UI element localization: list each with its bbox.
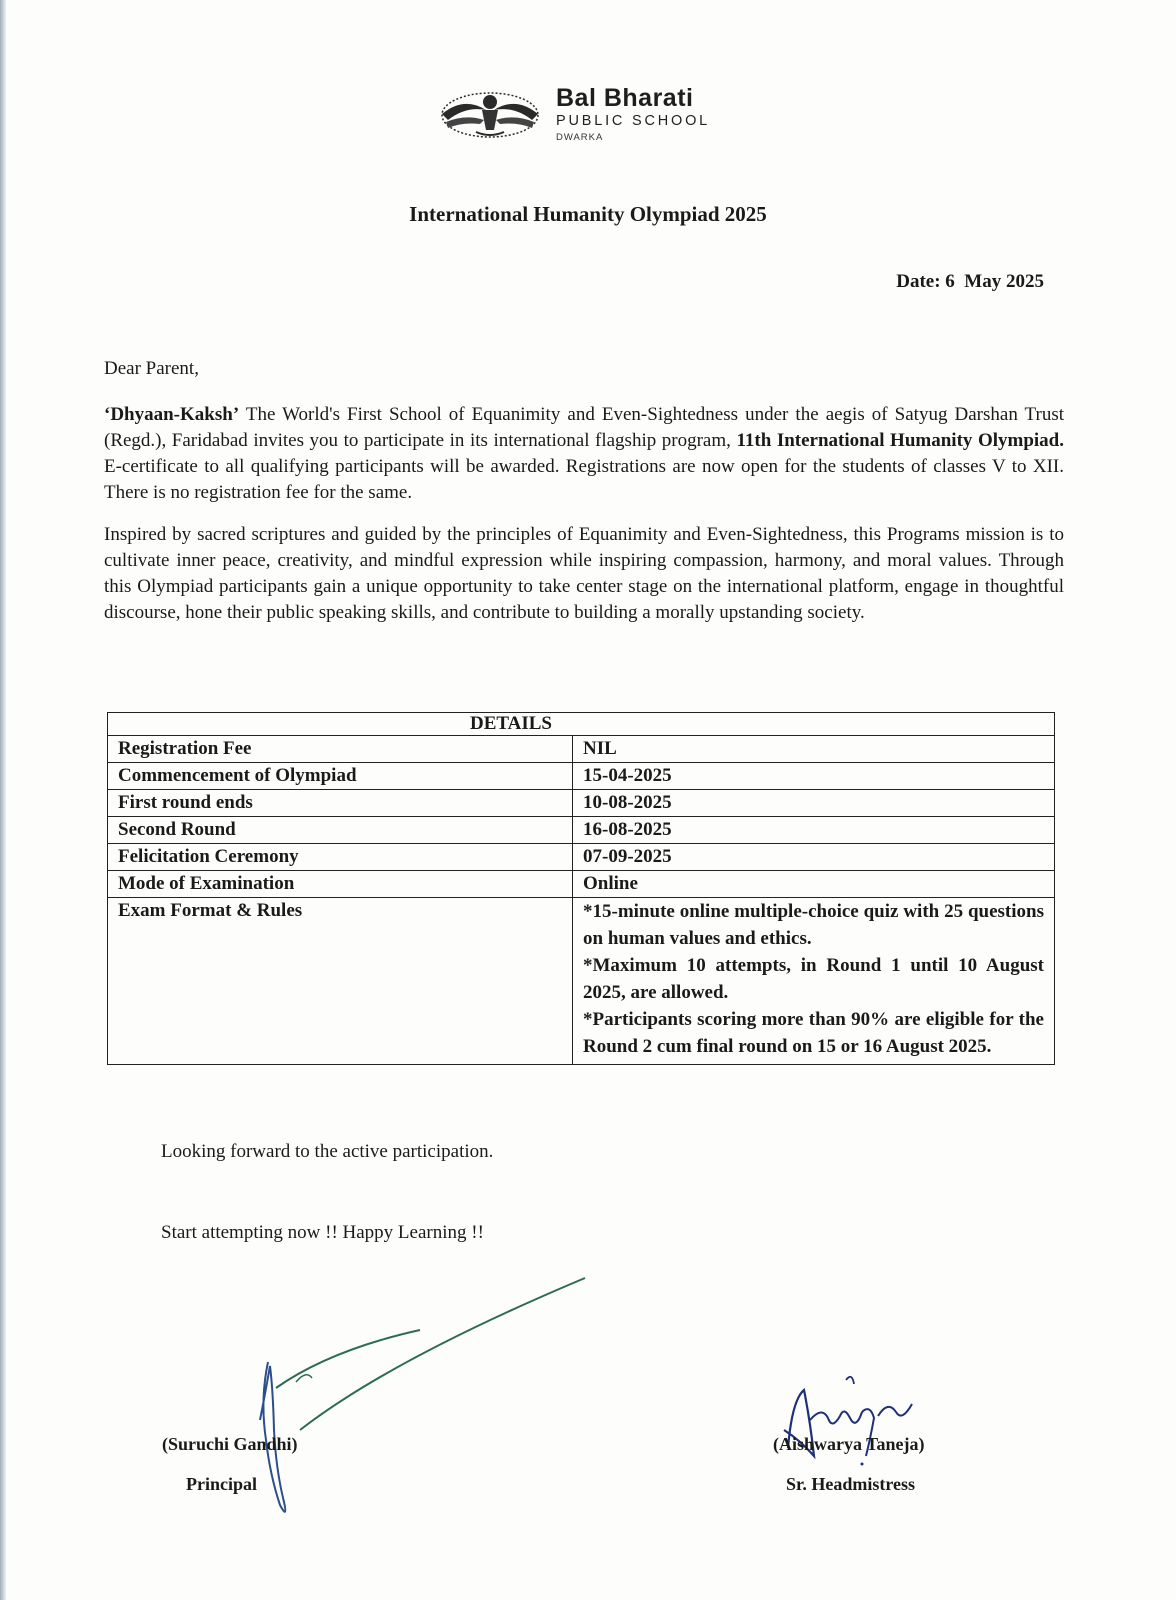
principal-name: (Suruchi Gandhi) <box>162 1434 298 1454</box>
row-value: NIL <box>573 736 1055 763</box>
row-label: Felicitation Ceremony <box>108 844 573 871</box>
principal-title: Principal <box>186 1474 257 1494</box>
intro-paragraph <box>104 402 1064 506</box>
table-row <box>108 871 1055 898</box>
school-name: Bal Bharati <box>556 84 694 112</box>
details-header-row <box>108 713 1055 736</box>
rule-item: *Participants scoring more than 90% are eligible for the Round 2 cum final round on 15 or 16 August 2025. <box>583 1009 1044 1057</box>
row-label: Second Round <box>108 817 573 844</box>
row-label: Commencement of Olympiad <box>108 763 573 790</box>
table-row <box>108 763 1055 790</box>
intro-text-2: E-certificate to all qualifying participants will be awarded. Registrations are now open for the students of classes V to XII. There is no registration fee for the same. <box>104 456 1064 503</box>
table-row <box>108 844 1055 871</box>
row-value: 07-09-2025 <box>573 844 1055 871</box>
school-subtitle: PUBLIC SCHOOL <box>556 113 711 129</box>
headmistress-title: Sr. Headmistress <box>786 1474 916 1494</box>
rule-item: *15-minute online multiple-choice quiz with 25 questions on human values and ethics. <box>583 901 1044 949</box>
row-label: Registration Fee <box>108 736 573 763</box>
school-letterhead <box>436 80 756 150</box>
row-value: 10-08-2025 <box>573 790 1055 817</box>
details-heading-text: DETAILS <box>469 713 552 734</box>
rules-label: Exam Format & Rules <box>108 898 573 1065</box>
rule-item: *Maximum 10 attempts, in Round 1 until 10 August 2025, are allowed. <box>583 955 1044 1003</box>
rules-cell <box>573 898 1055 1065</box>
row-value: 16-08-2025 <box>573 817 1055 844</box>
table-row <box>108 736 1055 763</box>
table-row <box>108 817 1055 844</box>
salutation: Dear Parent, <box>104 358 199 379</box>
school-logo-emblem-icon <box>436 84 544 142</box>
headmistress-name: (Aishwarya Taneja) <box>773 1434 925 1454</box>
details-heading <box>108 713 1055 736</box>
intro-text-1: The World's First School of Equanimity and Even-Sightedness under the aegis of Satyug Darshan Trust (Regd.), Faridabad invites you to participate in its international flagship program, <box>104 404 1064 451</box>
lead-name: ‘Dhyaan-Kaksh’ <box>104 404 240 425</box>
table-row <box>108 790 1055 817</box>
document-date: Date: 6 May 2025 <box>896 271 1044 292</box>
table-row-rules <box>108 898 1055 1065</box>
program-name: 11th International Humanity Olympiad. <box>736 430 1064 451</box>
school-location: DWARKA <box>556 132 604 143</box>
closing-line: Looking forward to the active participation. <box>161 1141 494 1162</box>
scan-edge <box>0 0 6 1600</box>
row-label: First round ends <box>108 790 573 817</box>
row-value: 15-04-2025 <box>573 763 1055 790</box>
document-title: International Humanity Olympiad 2025 <box>409 202 767 226</box>
row-label: Mode of Examination <box>108 871 573 898</box>
closing-line: Start attempting now !! Happy Learning !! <box>161 1222 484 1243</box>
details-table <box>107 712 1055 1065</box>
row-value: Online <box>573 871 1055 898</box>
principal-signature <box>240 1270 600 1530</box>
mission-paragraph: Inspired by sacred scriptures and guided by the principles of Equanimity and Even-Sightedness, this Programs mission is to cultivate inner peace, creativity, and mindful expression while inspiring compassion, harmony, and moral values. Through this Olympiad participants gain a unique opportunity to take center stage on the international platform, engage in thoughtful discourse, hone their public speaking skills, and contribute to building a morally upstanding society. <box>104 524 1064 623</box>
